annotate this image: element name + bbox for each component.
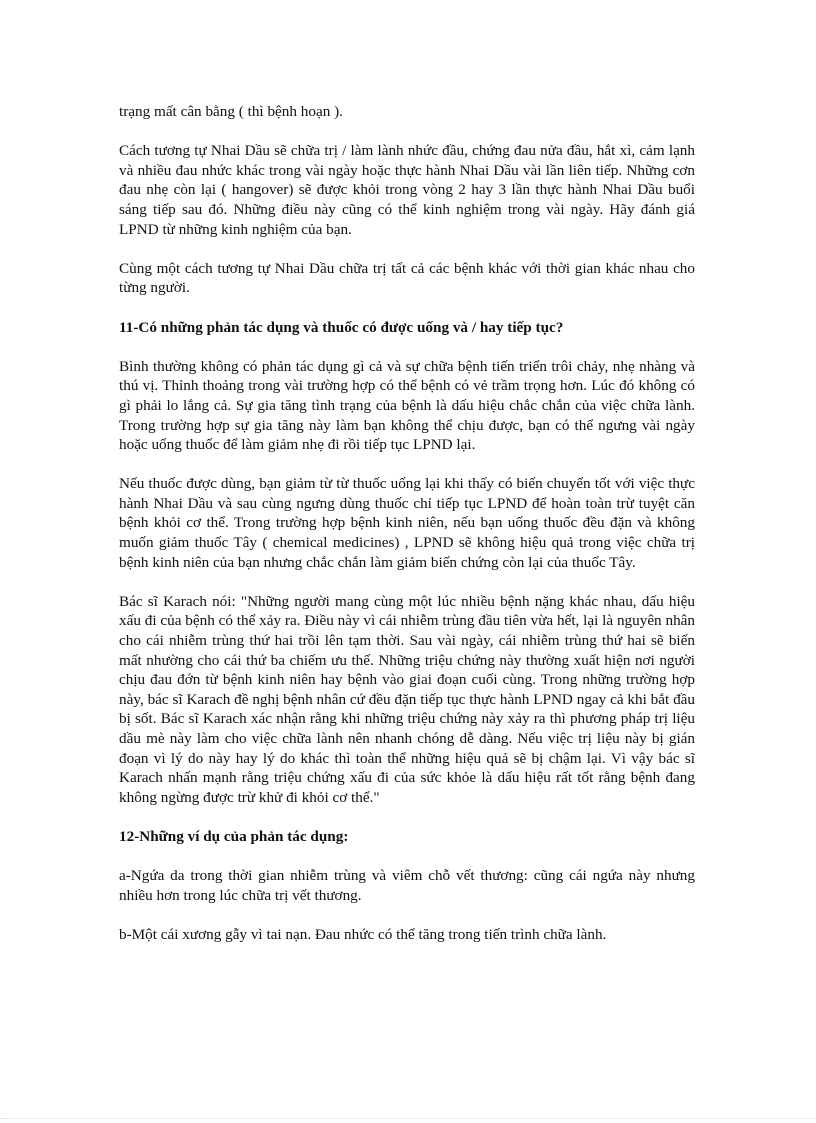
section-heading-12: 12-Những ví dụ của phản tác dụng:	[119, 827, 349, 845]
section-heading-11: 11-Có những phản tác dụng và thuốc có được uống và / hay tiếp tục?	[119, 318, 564, 336]
paragraph-dr-karach-quote: Bác sĩ Karach nói: "Những người mang cùng một lúc nhiều bệnh nặng khác nhau, dấu hiệu xấu đi của bệnh có thể xảy ra. Điều này vì cái nhiễm trùng đầu tiên vừa hết, lại là nguyên nhân cho cái nhiễm trùng thứ hai trồi lên tạm thời. Sau vài ngày, cái nhiễm trùng thứ hai sẽ biến mất nhường cho cái thứ ba chiếm ưu thế. Những triệu chứng này thường xuất hiện nơi người chịu đau đớn từ bệnh kinh niên hay bệnh vào giai đoạn cuối cùng. Trong những trường hợp này, bác sĩ Karach đề nghị bệnh nhân cứ đều đặn tiếp tục thực hành LPND ngay cả khi bắt đầu bị sốt. Bác sĩ Karach xác nhận rằng khi những triệu chứng này xảy ra thì phương pháp trị liệu dầu mè này làm cho việc chữa lành nên nhanh chóng dễ dàng. Nếu việc trị liệu này bị gián đoạn vì lý do này hay lý do khác thì toàn thể những hiệu quả sẽ bị chậm lại. Vì vậy bác sĩ Karach nhấn mạnh rằng triệu chứng xấu đi của sức khỏe là dấu hiệu rất tốt rằng bệnh đang không ngừng được trừ khử đi khỏi cơ thể."	[119, 592, 695, 806]
paragraph-medication: Nếu thuốc được dùng, bạn giảm từ từ thuốc uống lại khi thấy có biến chuyển tốt với việc thực hành Nhai Dầu và sau cùng ngưng dùng thuốc chỉ tiếp tục LPND để hoàn toàn trừ tuyệt căn bệnh khỏi cơ thể. Trong trường hợp bệnh kinh niên, nếu bạn uống thuốc đều đặn và không muốn giảm thuốc Tây ( chemical medicines) , LPND sẽ không hiệu quả trong việc chữa trị bệnh kinh niên của bạn nhưng chắc chắn làm giảm biến chứng còn lại của thuốc Tây.	[119, 475, 695, 571]
paragraph-side-effects: Bình thường không có phản tác dụng gì cả và sự chữa bệnh tiến triển trôi chảy, nhẹ nhàng và thú vị. Thỉnh thoảng trong vài trường hợp có thể bệnh có vẻ trầm trọng hơn. Lúc đó không có gì phải lo lắng cả. Sự gia tăng tình trạng của bệnh là dấu hiệu chắc chắn của việc chữa lành. Trong trường hợp sự gia tăng này làm bạn không thể chịu được, bạn có thể ngưng vài ngày hoặc uống thuốc để làm giảm nhẹ đi rồi tiếp tục LPND lại.	[119, 357, 695, 454]
paragraph-example-b: b-Một cái xương gẫy vì tai nạn. Đau nhức có thể tăng trong tiến trình chữa lành.	[119, 925, 607, 943]
paragraph-other-diseases: Cùng một cách tương tự Nhai Dầu chữa trị tất cả các bệnh khác với thời gian khác nhau cho từng người.	[119, 259, 695, 297]
paragraph-intro-fragment: trạng mất cân bằng ( thì bệnh hoạn ).	[119, 103, 343, 120]
paragraph-headache-cure: Cách tương tự Nhai Dầu sẽ chữa trị / làm lành nhức đầu, chứng đau nửa đầu, hắt xì, cảm lạnh và nhiều đau nhức khác trong vài ngày hoặc thực hành Nhai Dầu vài lần liên tiếp. Những cơn đau nhẹ còn lại ( hangover) sẽ được khỏi trong vòng 2 hay 3 lần thực hành Nhai Dầu buổi sáng tiếp sau đó. Những điều này cũng có thể kinh nghiệm trong vài ngày. Hãy đánh giá LPND từ những kinh nghiệm của bạn.	[119, 142, 695, 238]
page-bottom-divider	[0, 1118, 816, 1123]
document-page	[119, 102, 695, 964]
paragraph-example-a: a-Ngứa da trong thời gian nhiễm trùng và viêm chỗ vết thương: cũng cái ngứa này nhưng nhiều hơn trong lúc chữa trị vết thương.	[119, 867, 695, 904]
